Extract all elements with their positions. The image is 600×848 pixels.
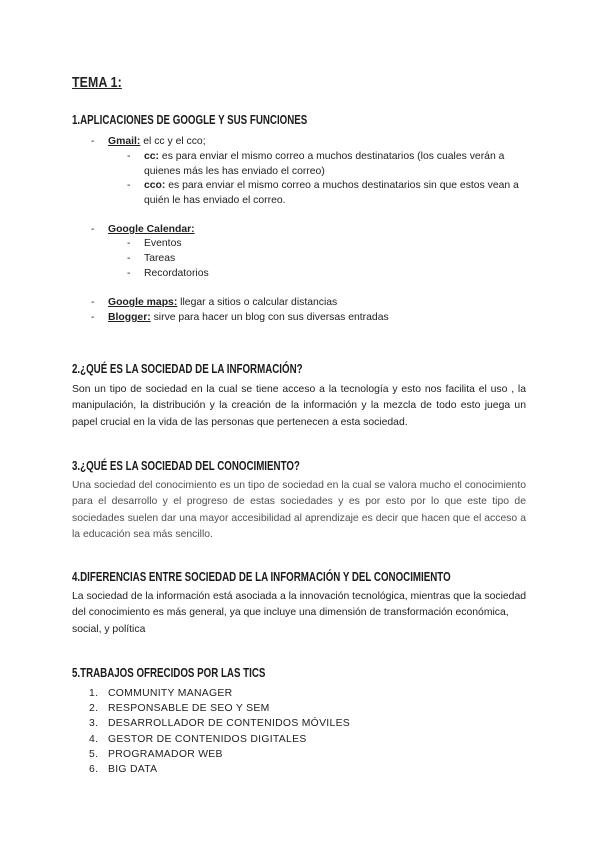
page-title: TEMA 1: [72,74,122,91]
bullet-dash: - [91,297,95,308]
cco-label: cco: [144,180,166,191]
list-number: 4. [89,733,99,745]
list-item-text: PROGRAMADOR WEB [108,748,223,760]
cco-text: es para enviar el mismo correo a muchos destinatarios sin que estos vean a quién le has enviado el correo. [144,180,519,206]
blogger-label: Blogger: [108,312,151,323]
bullet-dash: - [127,253,131,264]
section-2-paragraph: Son un tipo de sociedad en la cual se tiene acceso a la tecnología y esto nos facilita el uso , la manipulación, la distribución y la creación de la información y la mezcla de todo esto juega un papel crucial en la vida de las personas que pertenecen a esta sociedad. [72,384,526,428]
bullet-dash: - [127,180,131,191]
gmail-label: Gmail: [108,136,141,147]
list-item-text: GESTOR DE CONTENIDOS DIGITALES [108,733,307,745]
bullet-dash: - [91,136,95,147]
list-number: 2. [89,703,99,715]
section-1-heading: 1.APLICACIONES DE GOOGLE Y SUS FUNCIONES [72,113,308,127]
calendar-label: Google Calendar: [108,224,195,235]
section-3-paragraph: Una sociedad del conocimiento es un tipo de sociedad en la cual se valora mucho el conocimiento para el desarrollo y el progreso de estas sociedades y es por esto por lo que este tipo de sociedades suelen dar una mayor accesibilidad al aprendizaje es decir que hacen que el acceso a la educación sea más sencillo. [72,480,526,540]
list-number: 1. [89,688,99,699]
section-5-heading: 5.TRABAJOS OFRECIDOS POR LAS TICS [72,666,266,680]
section-4-heading: 4.DIFERENCIAS ENTRE SOCIEDAD DE LA INFORMACIÓN Y DEL CONOCIMIENTO [72,570,451,584]
maps-text: llegar a sitios o calcular distancias [177,297,338,308]
bullet-dash: - [127,268,131,279]
maps-label: Google maps: [108,297,178,308]
list-number: 6. [89,763,99,775]
section-4-paragraph: La sociedad de la información está asociada a la innovación tecnológica, mientras que la sociedad del conocimiento es más general, ya que incluye una dimensión de transformación económica, social, y política [72,591,527,635]
bullet-dash: - [127,151,131,162]
list-item-text: RESPONSABLE DE SEO Y SEM [108,703,270,715]
list-item-text: DESARROLLADOR DE CONTENIDOS MÓVILES [108,718,351,730]
list-number: 5. [89,748,99,760]
cc-text: es para enviar el mismo correo a muchos destinatarios (los cuales verán a quienes más les has enviado el correo) [144,151,505,177]
list-number: 3. [89,718,99,730]
section-2-heading: 2.¿QUÉ ES LA SOCIEDAD DE LA INFORMACIÓN? [72,362,303,376]
blogger-text: sirve para hacer un blog con sus diversas entradas [150,312,389,323]
list-item-text: COMMUNITY MANAGER [108,688,233,699]
bullet-dash: - [91,312,95,323]
calendar-item-label: Eventos [144,238,182,249]
section-3-heading: 3.¿QUÉ ES LA SOCIEDAD DEL CONOCIMIENTO? [72,459,300,473]
calendar-item-label: Recordatorios [144,268,209,279]
bullet-dash: - [91,224,95,235]
bullet-dash: - [127,238,131,249]
list-item-text: BIG DATA [108,763,158,775]
cc-label: cc: [144,151,160,162]
gmail-text: el cc y el cco; [140,136,206,147]
calendar-item-label: Tareas [144,253,176,264]
